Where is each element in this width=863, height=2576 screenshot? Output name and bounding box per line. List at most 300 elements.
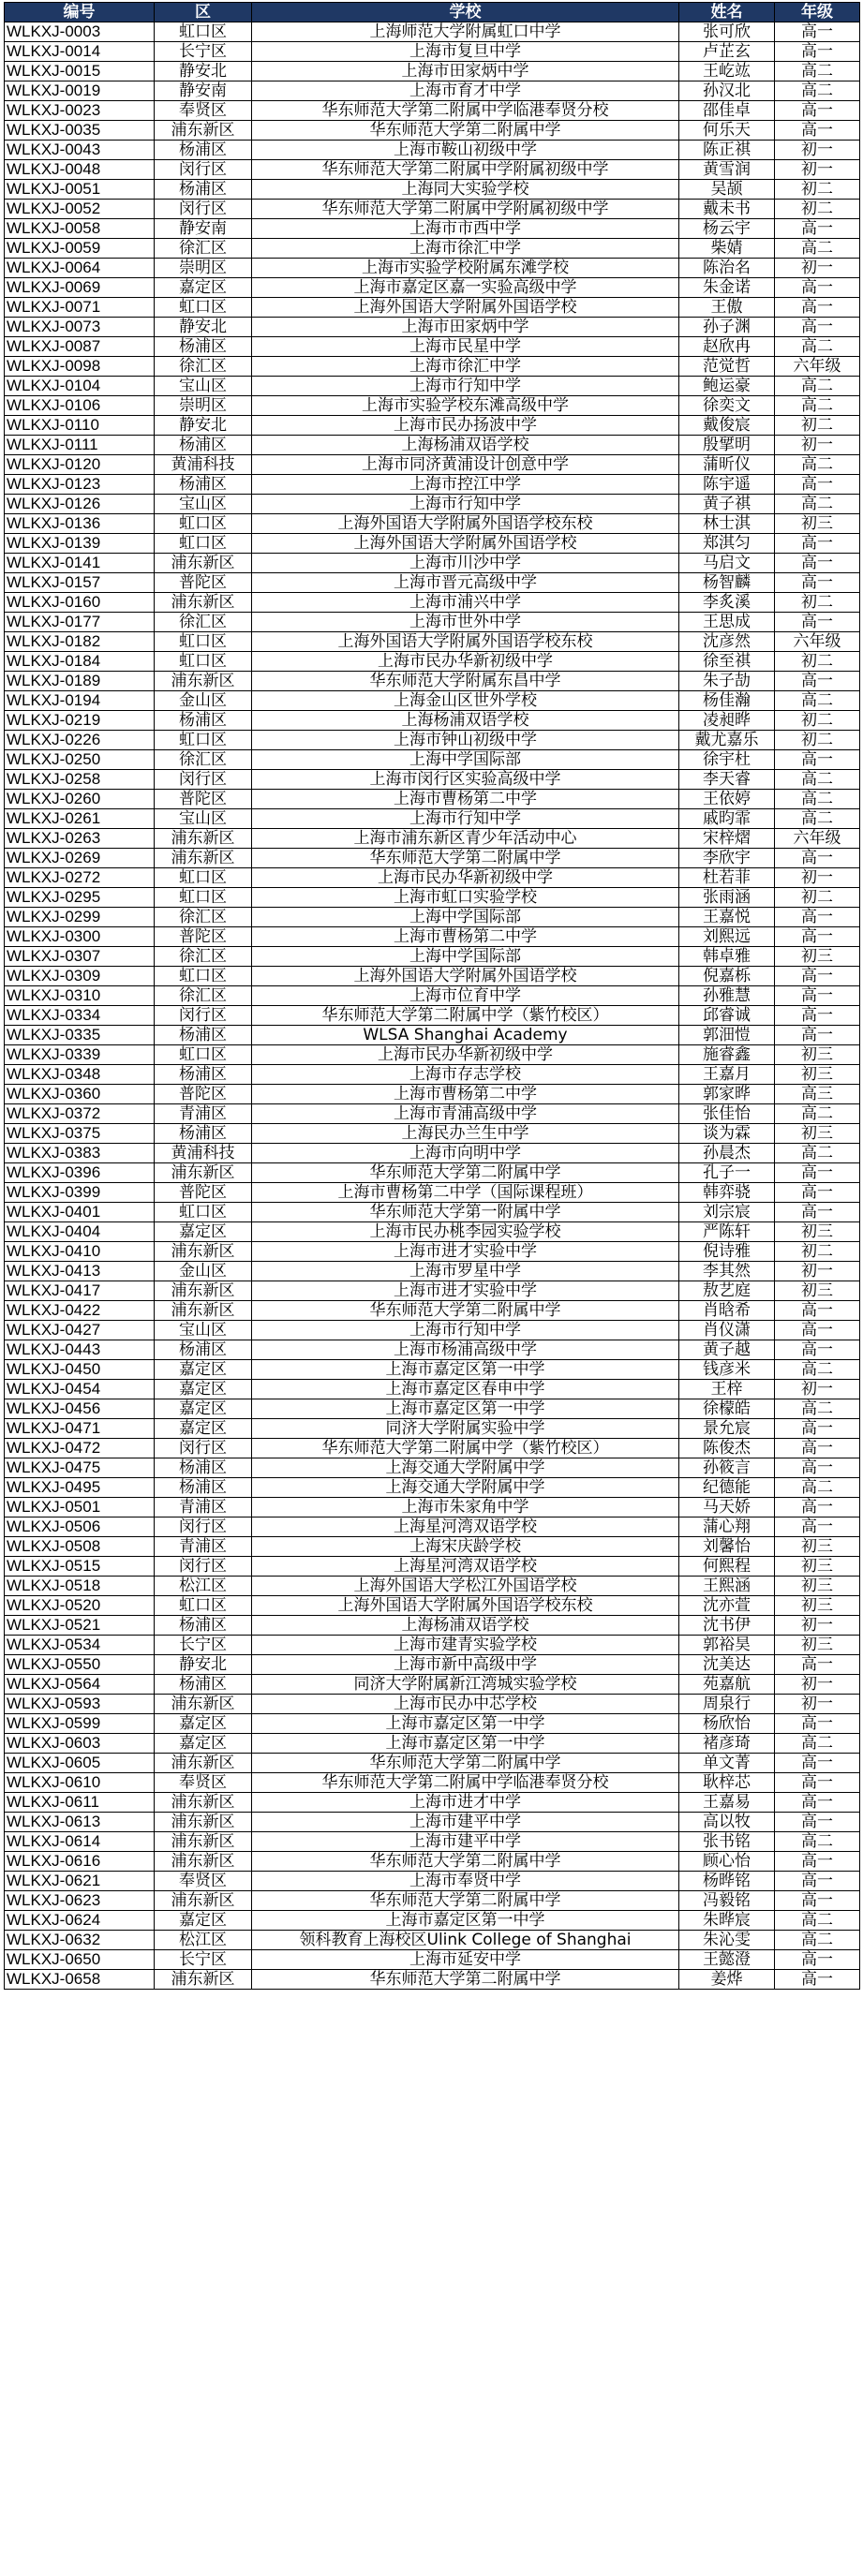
table-row xyxy=(5,475,860,495)
cell-id: WLKXJ-0261 xyxy=(5,809,155,829)
cell-school: 上海星河湾双语学校 xyxy=(252,1557,679,1577)
cell-district: 虹口区 xyxy=(155,967,252,986)
student-roster-table xyxy=(4,2,860,1990)
cell-district: 虹口区 xyxy=(155,1045,252,1065)
table-row xyxy=(5,141,860,160)
table-row xyxy=(5,1793,860,1813)
cell-id: WLKXJ-0593 xyxy=(5,1695,155,1714)
table-row xyxy=(5,62,860,81)
cell-school: 上海市曹杨第二中学（国际课程班） xyxy=(252,1183,679,1203)
cell-id: WLKXJ-0334 xyxy=(5,1006,155,1026)
cell-school: 上海市嘉定区春申中学 xyxy=(252,1380,679,1399)
cell-name: 柴婧 xyxy=(679,239,775,259)
table-row xyxy=(5,1537,860,1557)
cell-id: WLKXJ-0650 xyxy=(5,1950,155,1970)
cell-school: 上海外国语大学附属外国语学校 xyxy=(252,298,679,318)
cell-district: 闵行区 xyxy=(155,1557,252,1577)
cell-school: 上海市存志学校 xyxy=(252,1065,679,1085)
cell-district: 金山区 xyxy=(155,1262,252,1281)
cell-grade: 高一 xyxy=(775,1950,860,1970)
cell-id: WLKXJ-0141 xyxy=(5,554,155,573)
cell-grade: 高二 xyxy=(775,1734,860,1754)
cell-id: WLKXJ-0177 xyxy=(5,613,155,632)
cell-id: WLKXJ-0624 xyxy=(5,1911,155,1931)
cell-school: 华东师范大学附属东昌中学 xyxy=(252,672,679,691)
cell-school: 华东师范大学第二附属中学附属初级中学 xyxy=(252,160,679,180)
table-row xyxy=(5,1675,860,1695)
cell-id: WLKXJ-0621 xyxy=(5,1872,155,1891)
cell-name: 沈亦萱 xyxy=(679,1596,775,1616)
cell-grade: 高一 xyxy=(775,1517,860,1537)
table-row xyxy=(5,652,860,672)
cell-grade: 初三 xyxy=(775,1124,860,1144)
cell-id: WLKXJ-0623 xyxy=(5,1891,155,1911)
cell-district: 徐汇区 xyxy=(155,947,252,967)
cell-school: 上海金山区世外学校 xyxy=(252,691,679,711)
cell-school: 上海市青浦高级中学 xyxy=(252,1104,679,1124)
cell-id: WLKXJ-0035 xyxy=(5,121,155,141)
cell-district: 虹口区 xyxy=(155,652,252,672)
cell-district: 浦东新区 xyxy=(155,1163,252,1183)
table-row xyxy=(5,1458,860,1478)
cell-school: WLSA Shanghai Academy xyxy=(252,1026,679,1045)
cell-district: 虹口区 xyxy=(155,1203,252,1222)
table-row xyxy=(5,672,860,691)
cell-school: 上海中学国际部 xyxy=(252,947,679,967)
table-row xyxy=(5,1734,860,1754)
table-row xyxy=(5,1478,860,1498)
table-row xyxy=(5,593,860,613)
cell-id: WLKXJ-0310 xyxy=(5,986,155,1006)
cell-school: 上海市徐汇中学 xyxy=(252,357,679,377)
cell-district: 浦东新区 xyxy=(155,1695,252,1714)
table-row xyxy=(5,42,860,62)
table-row xyxy=(5,770,860,790)
table-row xyxy=(5,160,860,180)
cell-district: 杨浦区 xyxy=(155,436,252,455)
cell-school: 华东师范大学第二附属中学 xyxy=(252,849,679,868)
cell-grade: 高二 xyxy=(775,1360,860,1380)
cell-id: WLKXJ-0104 xyxy=(5,377,155,396)
cell-grade: 初二 xyxy=(775,711,860,731)
header-district: 区 xyxy=(155,3,252,22)
roster-body xyxy=(5,22,860,1990)
cell-name: 王嘉月 xyxy=(679,1065,775,1085)
table-row xyxy=(5,809,860,829)
header-school: 学校 xyxy=(252,3,679,22)
cell-grade: 高一 xyxy=(775,554,860,573)
cell-grade: 高二 xyxy=(775,790,860,809)
table-row xyxy=(5,1301,860,1321)
table-row xyxy=(5,1183,860,1203)
cell-grade: 初二 xyxy=(775,1242,860,1262)
cell-name: 孙筱言 xyxy=(679,1458,775,1478)
cell-id: WLKXJ-0417 xyxy=(5,1281,155,1301)
cell-name: 杨欣怡 xyxy=(679,1714,775,1734)
cell-district: 徐汇区 xyxy=(155,750,252,770)
cell-grade: 高一 xyxy=(775,278,860,298)
table-row xyxy=(5,967,860,986)
cell-school: 上海市鞍山初级中学 xyxy=(252,141,679,160)
cell-name: 钱彦米 xyxy=(679,1360,775,1380)
table-row xyxy=(5,1321,860,1340)
cell-school: 上海星河湾双语学校 xyxy=(252,1517,679,1537)
cell-name: 朱金诺 xyxy=(679,278,775,298)
cell-district: 奉贤区 xyxy=(155,101,252,121)
cell-name: 景允宸 xyxy=(679,1419,775,1439)
cell-grade: 高一 xyxy=(775,1340,860,1360)
cell-school: 上海师范大学附属虹口中学 xyxy=(252,22,679,42)
cell-name: 郑淇匀 xyxy=(679,534,775,554)
cell-school: 上海市虹口实验学校 xyxy=(252,888,679,908)
table-row xyxy=(5,357,860,377)
table-row xyxy=(5,613,860,632)
cell-grade: 高二 xyxy=(775,455,860,475)
table-row xyxy=(5,711,860,731)
cell-district: 普陀区 xyxy=(155,573,252,593)
cell-id: WLKXJ-0456 xyxy=(5,1399,155,1419)
cell-id: WLKXJ-0189 xyxy=(5,672,155,691)
cell-name: 施睿鑫 xyxy=(679,1045,775,1065)
table-row xyxy=(5,731,860,750)
cell-grade: 高一 xyxy=(775,1439,860,1458)
cell-grade: 高一 xyxy=(775,1183,860,1203)
cell-school: 上海市嘉定区嘉一实验高级中学 xyxy=(252,278,679,298)
cell-school: 上海交通大学附属中学 xyxy=(252,1478,679,1498)
cell-name: 刘馨怡 xyxy=(679,1537,775,1557)
cell-name: 凌昶晔 xyxy=(679,711,775,731)
cell-district: 杨浦区 xyxy=(155,1124,252,1144)
cell-district: 静安南 xyxy=(155,219,252,239)
cell-district: 宝山区 xyxy=(155,495,252,514)
cell-name: 林士淇 xyxy=(679,514,775,534)
cell-school: 上海市世外中学 xyxy=(252,613,679,632)
cell-school: 华东师范大学第二附属中学（紫竹校区） xyxy=(252,1439,679,1458)
cell-id: WLKXJ-0404 xyxy=(5,1222,155,1242)
cell-school: 上海市民办桃李园实验学校 xyxy=(252,1222,679,1242)
cell-grade: 六年级 xyxy=(775,829,860,849)
cell-name: 徐檬皓 xyxy=(679,1399,775,1419)
cell-id: WLKXJ-0508 xyxy=(5,1537,155,1557)
cell-grade: 初一 xyxy=(775,141,860,160)
cell-name: 张书铭 xyxy=(679,1832,775,1852)
cell-name: 刘熙远 xyxy=(679,927,775,947)
cell-district: 虹口区 xyxy=(155,534,252,554)
cell-district: 静安北 xyxy=(155,416,252,436)
table-row xyxy=(5,1773,860,1793)
cell-name: 单文菁 xyxy=(679,1754,775,1773)
cell-school: 华东师范大学第二附属中学 xyxy=(252,1301,679,1321)
cell-name: 高以牧 xyxy=(679,1813,775,1832)
cell-school: 上海外国语大学附属外国语学校东校 xyxy=(252,514,679,534)
cell-school: 华东师范大学第二附属中学（紫竹校区） xyxy=(252,1006,679,1026)
cell-name: 张佳怡 xyxy=(679,1104,775,1124)
table-row xyxy=(5,416,860,436)
cell-name: 徐至祺 xyxy=(679,652,775,672)
cell-school: 上海市行知中学 xyxy=(252,1321,679,1340)
cell-name: 王思成 xyxy=(679,613,775,632)
cell-district: 浦东新区 xyxy=(155,1832,252,1852)
cell-school: 上海市位育中学 xyxy=(252,986,679,1006)
table-row xyxy=(5,1655,860,1675)
cell-id: WLKXJ-0521 xyxy=(5,1616,155,1636)
table-row xyxy=(5,868,860,888)
cell-school: 华东师范大学第二附属中学 xyxy=(252,1852,679,1872)
cell-name: 杨佳瀚 xyxy=(679,691,775,711)
cell-id: WLKXJ-0015 xyxy=(5,62,155,81)
cell-id: WLKXJ-0422 xyxy=(5,1301,155,1321)
cell-school: 上海市育才中学 xyxy=(252,81,679,101)
cell-name: 陈正祺 xyxy=(679,141,775,160)
cell-id: WLKXJ-0518 xyxy=(5,1577,155,1596)
cell-school: 上海外国语大学附属外国语学校 xyxy=(252,967,679,986)
cell-district: 虹口区 xyxy=(155,868,252,888)
cell-grade: 高二 xyxy=(775,1399,860,1419)
cell-name: 倪诗雅 xyxy=(679,1242,775,1262)
table-row xyxy=(5,1085,860,1104)
cell-id: WLKXJ-0052 xyxy=(5,200,155,219)
cell-grade: 初一 xyxy=(775,1380,860,1399)
table-row xyxy=(5,1813,860,1832)
cell-district: 青浦区 xyxy=(155,1498,252,1517)
table-row xyxy=(5,1360,860,1380)
cell-district: 嘉定区 xyxy=(155,1399,252,1419)
cell-id: WLKXJ-0123 xyxy=(5,475,155,495)
table-row xyxy=(5,1557,860,1577)
cell-id: WLKXJ-0632 xyxy=(5,1931,155,1950)
table-row xyxy=(5,986,860,1006)
cell-id: WLKXJ-0495 xyxy=(5,1478,155,1498)
cell-grade: 初三 xyxy=(775,1537,860,1557)
cell-id: WLKXJ-0348 xyxy=(5,1065,155,1085)
cell-id: WLKXJ-0087 xyxy=(5,337,155,357)
cell-district: 浦东新区 xyxy=(155,829,252,849)
table-row xyxy=(5,1695,860,1714)
cell-district: 普陀区 xyxy=(155,1183,252,1203)
cell-grade: 高一 xyxy=(775,318,860,337)
cell-grade: 初二 xyxy=(775,200,860,219)
cell-grade: 初一 xyxy=(775,259,860,278)
cell-district: 黄浦科技 xyxy=(155,1144,252,1163)
cell-id: WLKXJ-0194 xyxy=(5,691,155,711)
table-row xyxy=(5,1242,860,1262)
cell-grade: 初一 xyxy=(775,868,860,888)
cell-id: WLKXJ-0139 xyxy=(5,534,155,554)
cell-grade: 初二 xyxy=(775,888,860,908)
cell-district: 闵行区 xyxy=(155,770,252,790)
cell-school: 上海市嘉定区第一中学 xyxy=(252,1360,679,1380)
cell-id: WLKXJ-0014 xyxy=(5,42,155,62)
cell-school: 上海杨浦双语学校 xyxy=(252,1616,679,1636)
cell-grade: 初三 xyxy=(775,1557,860,1577)
cell-id: WLKXJ-0339 xyxy=(5,1045,155,1065)
cell-id: WLKXJ-0058 xyxy=(5,219,155,239)
cell-school: 上海市行知中学 xyxy=(252,377,679,396)
cell-name: 刘宗宸 xyxy=(679,1203,775,1222)
cell-grade: 初一 xyxy=(775,1695,860,1714)
cell-grade: 初一 xyxy=(775,1262,860,1281)
cell-district: 奉贤区 xyxy=(155,1872,252,1891)
table-row xyxy=(5,790,860,809)
cell-name: 谈为霖 xyxy=(679,1124,775,1144)
cell-id: WLKXJ-0401 xyxy=(5,1203,155,1222)
cell-grade: 高一 xyxy=(775,1026,860,1045)
table-row xyxy=(5,691,860,711)
cell-name: 鲍运豪 xyxy=(679,377,775,396)
cell-name: 杨晔铭 xyxy=(679,1872,775,1891)
cell-school: 上海市民星中学 xyxy=(252,337,679,357)
cell-district: 虹口区 xyxy=(155,22,252,42)
cell-name: 戴俊宸 xyxy=(679,416,775,436)
cell-id: WLKXJ-0501 xyxy=(5,1498,155,1517)
cell-grade: 高一 xyxy=(775,672,860,691)
cell-id: WLKXJ-0182 xyxy=(5,632,155,652)
cell-district: 虹口区 xyxy=(155,632,252,652)
cell-school: 上海外国语大学附属外国语学校东校 xyxy=(252,1596,679,1616)
cell-school: 上海市田家炳中学 xyxy=(252,318,679,337)
cell-district: 静安北 xyxy=(155,1655,252,1675)
cell-name: 肖仪潇 xyxy=(679,1321,775,1340)
cell-school: 上海市建平中学 xyxy=(252,1813,679,1832)
cell-grade: 初一 xyxy=(775,160,860,180)
table-row xyxy=(5,1065,860,1085)
cell-grade: 高一 xyxy=(775,1006,860,1026)
cell-grade: 初二 xyxy=(775,652,860,672)
cell-school: 上海市川沙中学 xyxy=(252,554,679,573)
cell-district: 宝山区 xyxy=(155,1321,252,1340)
cell-name: 蒲心翔 xyxy=(679,1517,775,1537)
cell-grade: 高一 xyxy=(775,1714,860,1734)
cell-id: WLKXJ-0614 xyxy=(5,1832,155,1852)
table-row xyxy=(5,554,860,573)
cell-district: 徐汇区 xyxy=(155,239,252,259)
cell-school: 上海市杨浦高级中学 xyxy=(252,1340,679,1360)
table-row xyxy=(5,318,860,337)
cell-district: 浦东新区 xyxy=(155,593,252,613)
cell-id: WLKXJ-0258 xyxy=(5,770,155,790)
cell-name: 王依婷 xyxy=(679,790,775,809)
cell-id: WLKXJ-0396 xyxy=(5,1163,155,1183)
cell-name: 孙汉北 xyxy=(679,81,775,101)
cell-grade: 高一 xyxy=(775,298,860,318)
cell-district: 静安北 xyxy=(155,318,252,337)
cell-school: 上海市奉贤中学 xyxy=(252,1872,679,1891)
cell-grade: 初一 xyxy=(775,1616,860,1636)
cell-school: 上海市民办华新初级中学 xyxy=(252,652,679,672)
cell-district: 浦东新区 xyxy=(155,121,252,141)
cell-id: WLKXJ-0059 xyxy=(5,239,155,259)
cell-grade: 高二 xyxy=(775,239,860,259)
cell-school: 华东师范大学第二附属中学 xyxy=(252,1891,679,1911)
cell-id: WLKXJ-0272 xyxy=(5,868,155,888)
cell-name: 何乐天 xyxy=(679,121,775,141)
cell-district: 松江区 xyxy=(155,1577,252,1596)
cell-school: 上海外国语大学附属外国语学校 xyxy=(252,534,679,554)
cell-id: WLKXJ-0110 xyxy=(5,416,155,436)
cell-name: 王嘉悦 xyxy=(679,908,775,927)
cell-district: 徐汇区 xyxy=(155,613,252,632)
cell-grade: 高二 xyxy=(775,1931,860,1950)
header-name: 姓名 xyxy=(679,3,775,22)
cell-id: WLKXJ-0360 xyxy=(5,1085,155,1104)
cell-district: 杨浦区 xyxy=(155,711,252,731)
cell-district: 闵行区 xyxy=(155,200,252,219)
cell-school: 上海市曹杨第二中学 xyxy=(252,927,679,947)
cell-grade: 初三 xyxy=(775,1577,860,1596)
cell-grade: 高一 xyxy=(775,1793,860,1813)
cell-district: 青浦区 xyxy=(155,1104,252,1124)
cell-district: 闵行区 xyxy=(155,1517,252,1537)
cell-name: 杜若菲 xyxy=(679,868,775,888)
cell-district: 普陀区 xyxy=(155,790,252,809)
table-row xyxy=(5,1616,860,1636)
cell-name: 郭家晔 xyxy=(679,1085,775,1104)
cell-school: 上海市罗星中学 xyxy=(252,1262,679,1281)
table-row xyxy=(5,1203,860,1222)
cell-district: 嘉定区 xyxy=(155,1222,252,1242)
cell-school: 上海市曹杨第二中学 xyxy=(252,790,679,809)
table-row xyxy=(5,436,860,455)
cell-district: 宝山区 xyxy=(155,809,252,829)
cell-grade: 初二 xyxy=(775,593,860,613)
header-id: 编号 xyxy=(5,3,155,22)
cell-name: 张雨涵 xyxy=(679,888,775,908)
cell-district: 杨浦区 xyxy=(155,1065,252,1085)
cell-grade: 高二 xyxy=(775,337,860,357)
cell-district: 闵行区 xyxy=(155,160,252,180)
cell-district: 长宁区 xyxy=(155,1636,252,1655)
cell-id: WLKXJ-0375 xyxy=(5,1124,155,1144)
cell-grade: 高二 xyxy=(775,396,860,416)
table-row xyxy=(5,1577,860,1596)
table-row xyxy=(5,180,860,200)
table-row xyxy=(5,1163,860,1183)
cell-name: 王傲 xyxy=(679,298,775,318)
cell-school: 上海市民办华新初级中学 xyxy=(252,868,679,888)
table-row xyxy=(5,1950,860,1970)
cell-grade: 初三 xyxy=(775,1596,860,1616)
cell-id: WLKXJ-0450 xyxy=(5,1360,155,1380)
cell-id: WLKXJ-0269 xyxy=(5,849,155,868)
cell-grade: 高二 xyxy=(775,770,860,790)
table-row xyxy=(5,1026,860,1045)
cell-name: 朱晔宸 xyxy=(679,1911,775,1931)
cell-id: WLKXJ-0300 xyxy=(5,927,155,947)
cell-district: 浦东新区 xyxy=(155,1891,252,1911)
cell-name: 王屹竑 xyxy=(679,62,775,81)
cell-id: WLKXJ-0126 xyxy=(5,495,155,514)
cell-school: 华东师范大学第二附属中学 xyxy=(252,121,679,141)
cell-school: 上海市控江中学 xyxy=(252,475,679,495)
cell-grade: 高二 xyxy=(775,1478,860,1498)
table-row xyxy=(5,121,860,141)
cell-id: WLKXJ-0427 xyxy=(5,1321,155,1340)
cell-district: 杨浦区 xyxy=(155,337,252,357)
cell-id: WLKXJ-0043 xyxy=(5,141,155,160)
cell-school: 上海市延安中学 xyxy=(252,1950,679,1970)
cell-name: 朱沁雯 xyxy=(679,1931,775,1950)
cell-district: 浦东新区 xyxy=(155,1754,252,1773)
cell-name: 蒲昕仪 xyxy=(679,455,775,475)
cell-id: WLKXJ-0515 xyxy=(5,1557,155,1577)
cell-school: 上海市市西中学 xyxy=(252,219,679,239)
cell-id: WLKXJ-0069 xyxy=(5,278,155,298)
cell-name: 沈彦然 xyxy=(679,632,775,652)
cell-school: 上海市嘉定区第一中学 xyxy=(252,1734,679,1754)
cell-district: 浦东新区 xyxy=(155,1793,252,1813)
cell-school: 上海市进才中学 xyxy=(252,1793,679,1813)
cell-grade: 初一 xyxy=(775,1675,860,1695)
